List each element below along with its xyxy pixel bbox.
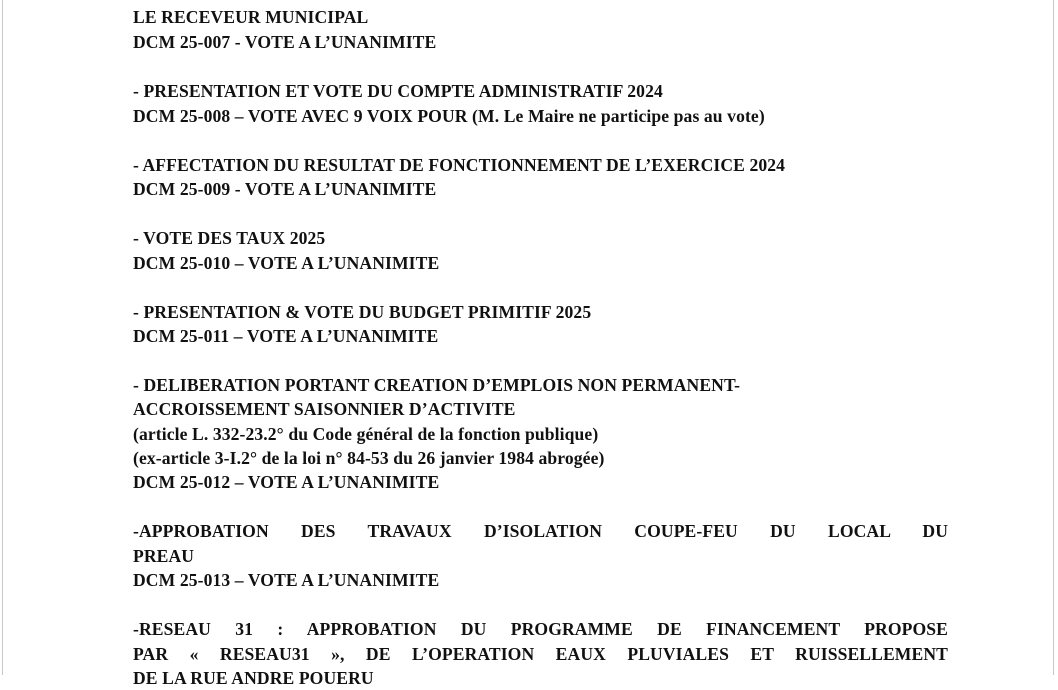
text-line: - VOTE DES TAUX 2025: [133, 228, 326, 248]
text-line: (article L. 332-23.2° du Code général de la fonction publique): [133, 424, 599, 444]
text-line: - PRESENTATION ET VOTE DU COMPTE ADMINISTRATIF 2024: [133, 81, 663, 101]
text-line: DCM 25-010 – VOTE A L’UNANIMITE: [133, 253, 440, 273]
text-line: -APPROBATION DES TRAVAUX D’ISOLATION COUPE-FEU DU LOCAL DU: [133, 521, 948, 541]
text-line: DCM 25-013 – VOTE A L’UNANIMITE: [133, 570, 440, 590]
text-line: DCM 25-008 – VOTE AVEC 9 VOIX POUR (M. Le Maire ne participe pas au vote): [133, 106, 765, 126]
text-line: DCM 25-012 – VOTE A L’UNANIMITE: [133, 472, 440, 492]
text-line: DE LA RUE ANDRE POUERU: [133, 668, 374, 688]
text-line: DCM 25-007 - VOTE A L’UNANIMITE: [133, 32, 437, 52]
text-line: DCM 25-009 - VOTE A L’UNANIMITE: [133, 179, 437, 199]
text-line: - PRESENTATION & VOTE DU BUDGET PRIMITIF 2025: [133, 302, 592, 322]
text-line: DCM 25-011 – VOTE A L’UNANIMITE: [133, 326, 439, 346]
text-line: (ex-article 3-I.2° de la loi n° 84-53 du 26 janvier 1984 abrogée): [133, 448, 605, 468]
text-line: - AFFECTATION DU RESULTAT DE FONCTIONNEMENT DE L’EXERCICE 2024: [133, 155, 786, 175]
text-line: - DELIBERATION PORTANT CREATION D’EMPLOIS NON PERMANENT-: [133, 375, 741, 395]
text-line: PAR « RESEAU31 », DE L’OPERATION EAUX PLUVIALES ET RUISSELLEMENT: [133, 644, 948, 664]
text-line: -RESEAU 31 : APPROBATION DU PROGRAMME DE FINANCEMENT PROPOSE: [133, 619, 948, 639]
text-line: LE RECEVEUR MUNICIPAL: [133, 7, 369, 27]
text-line: ACCROISSEMENT SAISONNIER D’ACTIVITE: [133, 399, 516, 419]
text-line: PREAU: [133, 546, 195, 566]
